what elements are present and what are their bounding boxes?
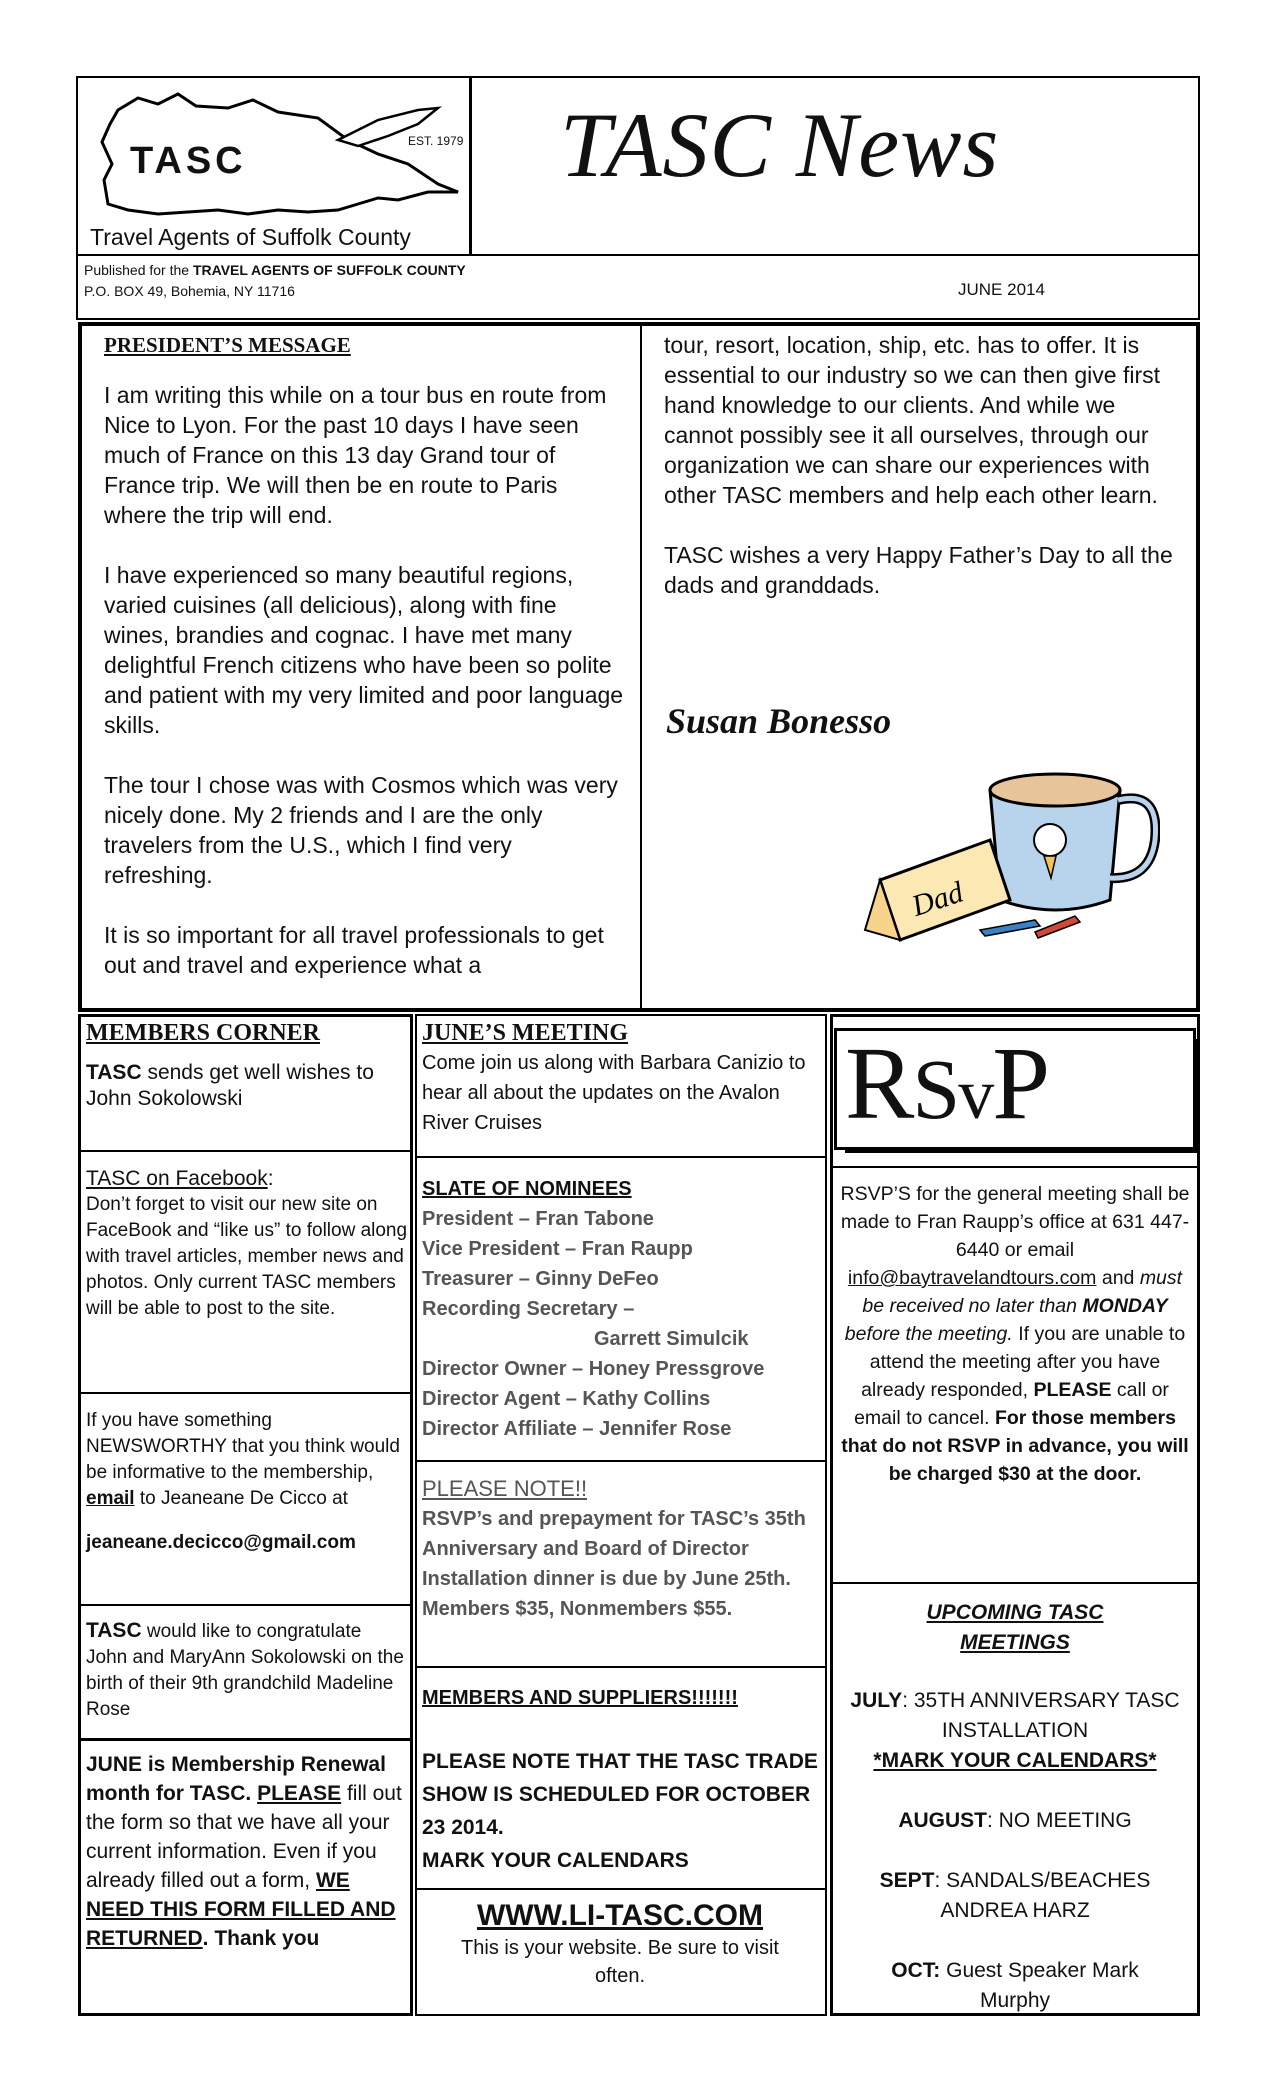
renewal-please: PLEASE — [257, 1782, 342, 1805]
rsvp-title-box — [834, 1028, 1196, 1150]
newsworthy-text-2: to Jeaneane De Cicco at — [134, 1488, 348, 1509]
rsvp-divider-2 — [832, 1582, 1198, 1584]
congrats-text: would like to congratulate John and MaryAnn Sokolowski on the birth of their 9th grandchild Madeline Rose — [86, 1621, 404, 1720]
published-org: TRAVEL AGENTS OF SUFFOLK COUNTY — [192, 262, 466, 278]
logo-text: TASC — [130, 140, 247, 182]
rsvp-text-6: call or email to cancel. — [854, 1379, 1169, 1429]
website-section — [418, 1898, 822, 1990]
rsvp-text-5: If you are unable to attend the meeting after you have already responded, — [861, 1323, 1186, 1401]
august-text: : NO MEETING — [986, 1809, 1132, 1832]
president-p1: I am writing this while on a tour bus en route from Nice to Lyon. For the past 10 days I have seen much of France on this 13 day Grand tour of France trip. We will then be en route to Paris where the trip will end. — [104, 382, 607, 528]
rsvp-title: RSvP — [845, 1026, 1049, 1141]
july-text: : 35TH ANNIVERSARY TASC INSTALLATION — [902, 1689, 1180, 1742]
logo-caption: Travel Agents of Suffolk County — [90, 224, 411, 250]
members-corner-heading: MEMBERS CORNER — [86, 1020, 321, 1046]
meeting-divider-3 — [417, 1666, 825, 1668]
tasc-bold-2: TASC — [86, 1619, 142, 1642]
renewal-text-a: JUNE is Membership Renewal month for TASC. — [86, 1753, 386, 1805]
logo-est: EST. 1979 — [408, 134, 464, 148]
address: P.O. BOX 49, Bohemia, NY 11716 — [84, 283, 295, 299]
slate-heading: SLATE OF NOMINEES — [422, 1178, 632, 1200]
rsvp-instructions — [840, 1180, 1190, 1488]
contact-email-link[interactable]: jeaneane.decicco@gmail.com — [86, 1532, 356, 1553]
rsvp-please: PLEASE — [1033, 1379, 1112, 1401]
newsworthy-item — [86, 1408, 404, 1556]
website-link[interactable]: WWW.LI-TASC.COM — [476, 1899, 764, 1932]
mc-divider-4 — [80, 1738, 410, 1741]
meeting-divider-2 — [417, 1460, 825, 1462]
tasc-bold: TASC — [86, 1061, 142, 1084]
president-column-divider — [640, 326, 642, 1008]
oct-text: Guest Speaker Mark Murphy — [940, 1959, 1139, 2012]
nominee-director-owner: Director Owner – Honey Pressgrove — [422, 1358, 765, 1380]
card-text: Dad — [907, 875, 968, 923]
mc-divider-2 — [80, 1392, 410, 1394]
rsvp-text-1: RSVP’S for the general meeting shall be made to Fran Raupp’s office at 631 447-6440 or email — [840, 1183, 1190, 1261]
please-note-section — [422, 1474, 822, 1624]
nominee-director-agent: Director Agent – Kathy Collins — [422, 1388, 711, 1410]
president-p2: I have experienced so many beautiful regions, varied cuisines (all delicious), along with fine wines, brandies and cognac. I have met many delightful French citizens who have been so polite and patient with my very limited and poor language skills. — [104, 562, 624, 738]
upcoming-meetings — [840, 1598, 1190, 2016]
page-title: TASC News — [560, 94, 1000, 196]
president-p6: TASC wishes a very Happy Father’s Day to all the dads and granddads. — [664, 542, 1173, 598]
rsvp-divider-1 — [832, 1166, 1198, 1168]
renewal-text-b: fill out the form so that we have all your current information. Even if you already filled out a form, — [86, 1782, 402, 1892]
issue-date: JUNE 2014 — [958, 280, 1045, 299]
facebook-colon: : — [267, 1167, 274, 1190]
president-right-column — [664, 330, 1184, 600]
masthead-divider — [76, 254, 1200, 256]
newsworthy-text: If you have something NEWSWORTHY that you think would be informative to the membership, — [86, 1410, 400, 1483]
renewal-item — [86, 1750, 406, 1953]
masthead-logo-panel — [78, 78, 472, 254]
president-p5: tour, resort, location, ship, etc. has to offer. It is essential to our industry so we can then give first hand knowledge to our clients. And while we cannot possibly see it all ourselves, through our organization we can share our experiences with other TASC members and help each other learn. — [664, 332, 1161, 508]
meeting-july-mark: *MARK YOUR CALENDARS* — [873, 1749, 1157, 1772]
renewal-need: WE NEED THIS FORM FILLED AND RETURNED — [86, 1869, 396, 1950]
rsvp-text-7: For those members that do not RSVP in advance, you will be charged $30 at the door. — [841, 1407, 1189, 1485]
facebook-item — [86, 1166, 408, 1322]
fathers-day-mug-illustration — [860, 760, 1160, 960]
president-left-column — [104, 330, 624, 980]
please-note-heading: PLEASE NOTE!! — [422, 1476, 588, 1501]
rsvp-text-3: must be received no later than — [862, 1267, 1183, 1317]
meeting-sept — [840, 1866, 1190, 1926]
rsvp-text-4: before the meeting. — [844, 1323, 1013, 1345]
meeting-august — [840, 1806, 1190, 1836]
august-label: AUGUST — [898, 1809, 987, 1832]
meeting-divider-4 — [417, 1888, 825, 1890]
published-line — [84, 262, 466, 278]
sept-label: SEPT — [879, 1869, 935, 1892]
mc-divider-3 — [80, 1604, 410, 1606]
trade-show-section — [422, 1682, 822, 1877]
congrats-item — [86, 1618, 404, 1723]
get-well-item — [86, 1060, 408, 1112]
oct-label: OCT: — [891, 1959, 941, 1982]
nominee-recording-secretary-name: Garrett Simulcik — [594, 1328, 749, 1350]
facebook-heading: TASC on Facebook — [86, 1167, 268, 1190]
president-signature: Susan Bonesso — [666, 701, 892, 741]
meeting-oct — [840, 1956, 1190, 2016]
rsvp-email-link[interactable]: info@baytravelandtours.com — [847, 1267, 1097, 1289]
email-word: email — [86, 1488, 135, 1509]
published-prefix: Published for the — [84, 262, 193, 278]
trade-show-text: PLEASE NOTE THAT THE TASC TRADE SHOW IS SCHEDULED FOR OCTOBER 23 2014. — [422, 1750, 818, 1839]
mark-calendars: MARK YOUR CALENDARS — [422, 1849, 689, 1872]
sept-text: : SANDALS/BEACHES ANDREA HARZ — [934, 1869, 1151, 1922]
members-corner-content — [86, 1018, 408, 1112]
get-well-text: sends get well wishes to John Sokolowski — [86, 1061, 374, 1110]
nominee-director-affiliate: Director Affiliate – Jennifer Rose — [422, 1418, 732, 1440]
president-heading: PRESIDENT’S MESSAGE — [104, 333, 351, 357]
rsvp-monday: MONDAY — [1082, 1295, 1168, 1317]
slate-section — [422, 1174, 822, 1444]
upcoming-heading: UPCOMING TASC MEETINGS — [926, 1601, 1104, 1654]
nominee-recording-secretary: Recording Secretary – — [422, 1298, 635, 1320]
meeting-heading: JUNE’S MEETING — [422, 1020, 629, 1046]
please-note-text: RSVP’s and prepayment for TASC’s 35th Anniversary and Board of Director Installation dinner is due by June 25th. Members $35, Nonmembers $55. — [422, 1508, 806, 1620]
facebook-text: Don’t forget to visit our new site on FaceBook and “like us” to follow along with travel articles, member news and photos. Only current TASC members will be able to post to the site. — [86, 1194, 408, 1319]
nominee-treasurer: Treasurer – Ginny DeFeo — [422, 1268, 659, 1290]
meeting-divider-1 — [417, 1156, 825, 1158]
nominee-vice-president: Vice President – Fran Raupp — [422, 1238, 693, 1260]
nominee-president: President – Fran Tabone — [422, 1208, 654, 1230]
mc-divider-1 — [80, 1150, 410, 1152]
july-label: JULY — [850, 1689, 903, 1712]
rsvp-text-2: and — [1096, 1267, 1140, 1289]
meeting-july — [840, 1686, 1190, 1746]
meeting-text: Come join us along with Barbara Canizio to hear all about the updates on the Avalon River Cruises — [422, 1052, 806, 1134]
renewal-text-c: . Thank you — [202, 1927, 320, 1950]
meeting-intro — [422, 1018, 820, 1138]
president-p3: The tour I chose was with Cosmos which was very nicely done. My 2 friends and I are the only travelers from the U.S., which I find very refreshing. — [104, 772, 618, 888]
president-p4: It is so important for all travel professionals to get out and travel and experience what a — [104, 922, 604, 978]
website-text: This is your website. Be sure to visit often. — [461, 1937, 779, 1987]
suppliers-heading: MEMBERS AND SUPPLIERS!!!!!!! — [422, 1687, 738, 1709]
